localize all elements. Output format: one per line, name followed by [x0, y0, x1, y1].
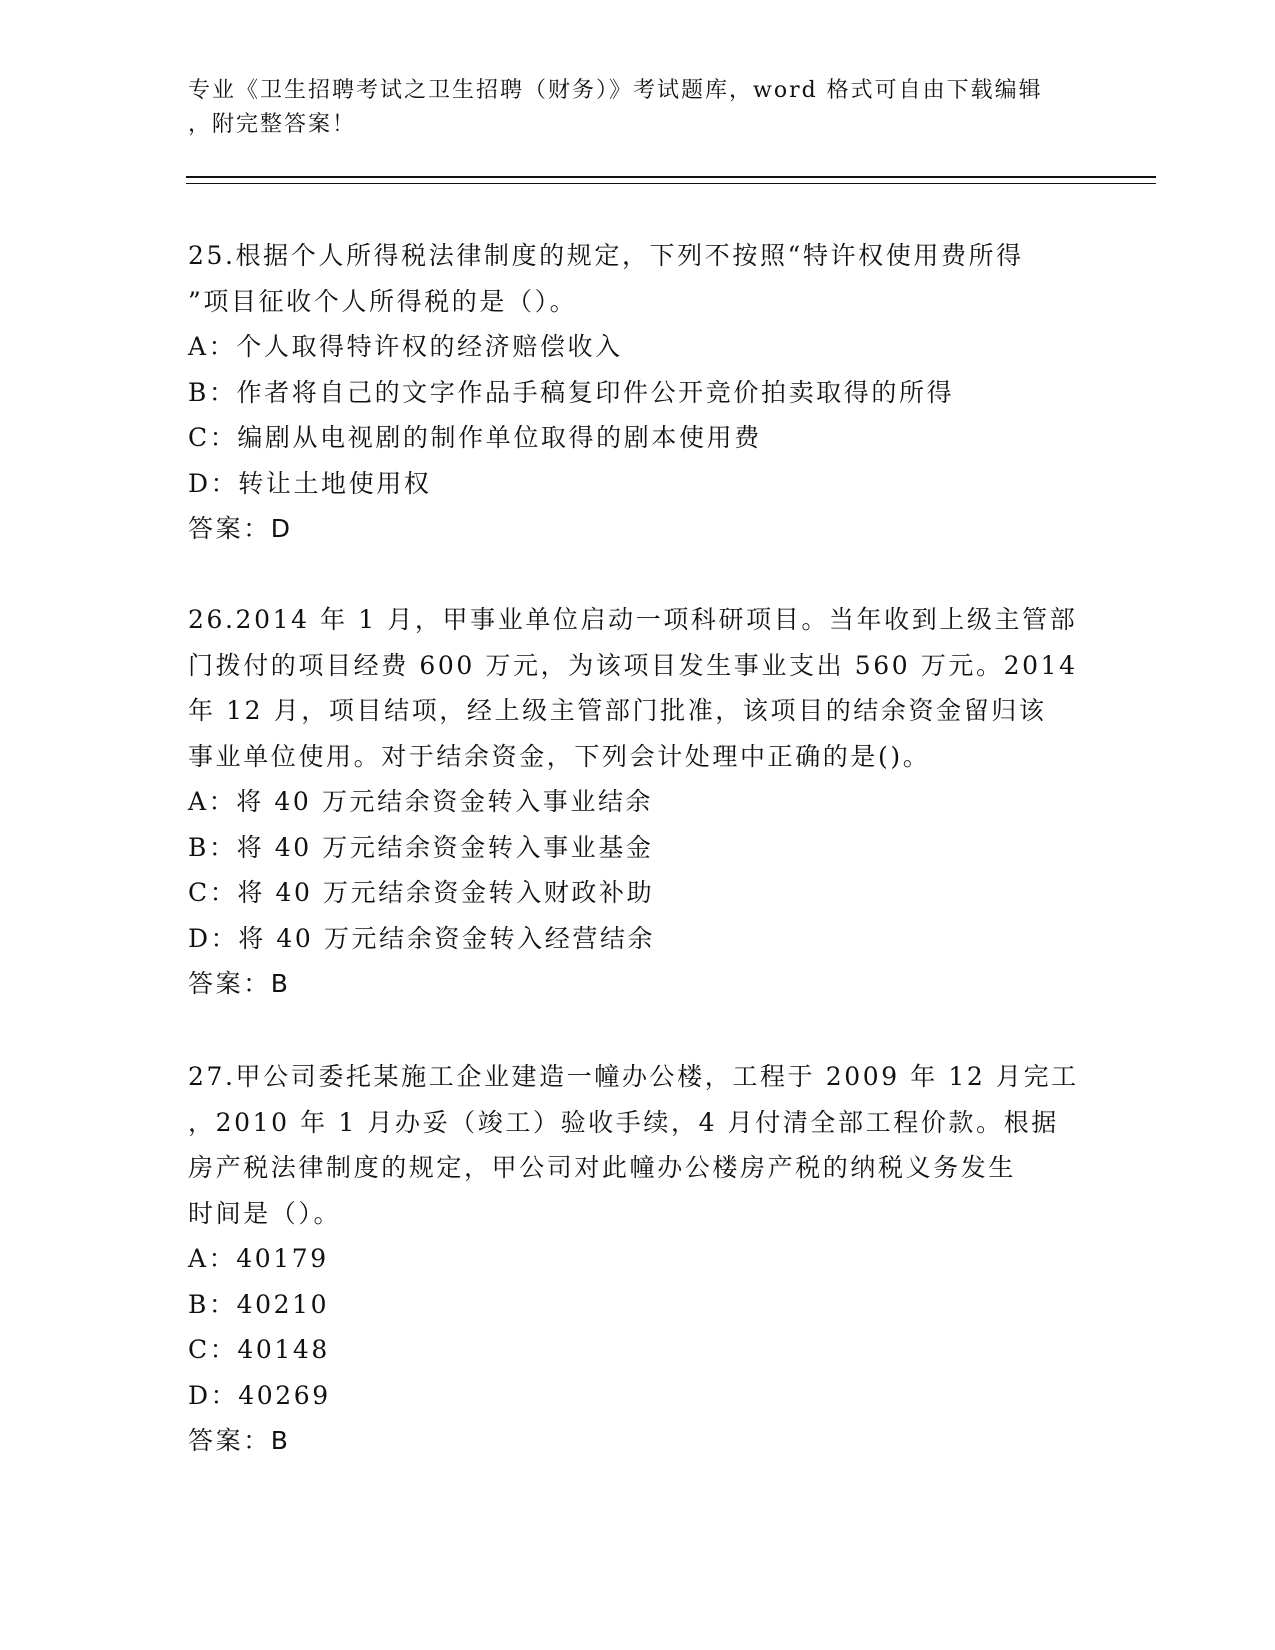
- question-27: [188, 1054, 1088, 1464]
- option-c: C：40148: [188, 1335, 330, 1364]
- header-line: ，附完整答案！: [188, 112, 357, 137]
- option-b: B：将 40 万元结余资金转入事业基金: [188, 832, 654, 862]
- question-26: [188, 597, 1088, 1007]
- answer: 答案：B: [188, 969, 291, 998]
- divider-rule: [186, 176, 1156, 178]
- question-text-line: 房产税法律制度的规定，甲公司对此幢办公楼房产税的纳税义务发生: [188, 1153, 1017, 1182]
- divider-rule: [186, 183, 1156, 184]
- option-b: B：作者将自己的文字作品手稿复印件公开竞价拍卖取得的所得: [188, 377, 955, 407]
- option-d: D：40269: [188, 1380, 331, 1410]
- option-a: A：将 40 万元结余资金转入事业结余: [188, 787, 654, 816]
- option-d: D：将 40 万元结余资金转入经营结余: [188, 923, 656, 953]
- question-text-line: 事业单位使用。对于结余资金，下列会计处理中正确的是()。: [188, 741, 931, 771]
- question-text-line: 门拨付的项目经费 600 万元，为该项目发生事业支出 560 万元。2014: [188, 650, 1078, 680]
- question-text-line: ”项目征收个人所得税的是（）。: [188, 286, 578, 316]
- question-25: [188, 233, 1088, 552]
- question-text-line: 27.甲公司委托某施工企业建造一幢办公楼，工程于 2009 年 12 月完工: [188, 1062, 1079, 1091]
- header-line: 专业《卫生招聘考试之卫生招聘（财务）》考试题库，word 格式可自由下载编辑: [188, 78, 1043, 103]
- question-text-line: 26.2014 年 1 月，甲事业单位启动一项科研项目。当年收到上级主管部: [188, 605, 1078, 634]
- option-a: A：个人取得特许权的经济赔偿收入: [188, 332, 623, 361]
- option-b: B：40210: [188, 1289, 330, 1319]
- header-intro: [188, 74, 1088, 142]
- option-c: C：将 40 万元结余资金转入财政补助: [188, 878, 655, 907]
- question-text-line: 时间是（）。: [188, 1198, 342, 1228]
- question-text-line: 25.根据个人所得税法律制度的规定，下列不按照“特许权使用费所得: [188, 241, 1024, 270]
- answer: 答案：D: [188, 514, 293, 543]
- option-d: D：转让土地使用权: [188, 468, 432, 498]
- option-a: A：40179: [188, 1244, 329, 1273]
- question-text-line: ，2010 年 1 月办妥（竣工）验收手续，4 月付清全部工程价款。根据: [188, 1107, 1059, 1137]
- option-c: C：编剧从电视剧的制作单位取得的剧本使用费: [188, 423, 762, 452]
- question-text-line: 年 12 月，项目结项，经上级主管部门批准，该项目的结余资金留归该: [188, 696, 1047, 725]
- answer: 答案：B: [188, 1426, 291, 1455]
